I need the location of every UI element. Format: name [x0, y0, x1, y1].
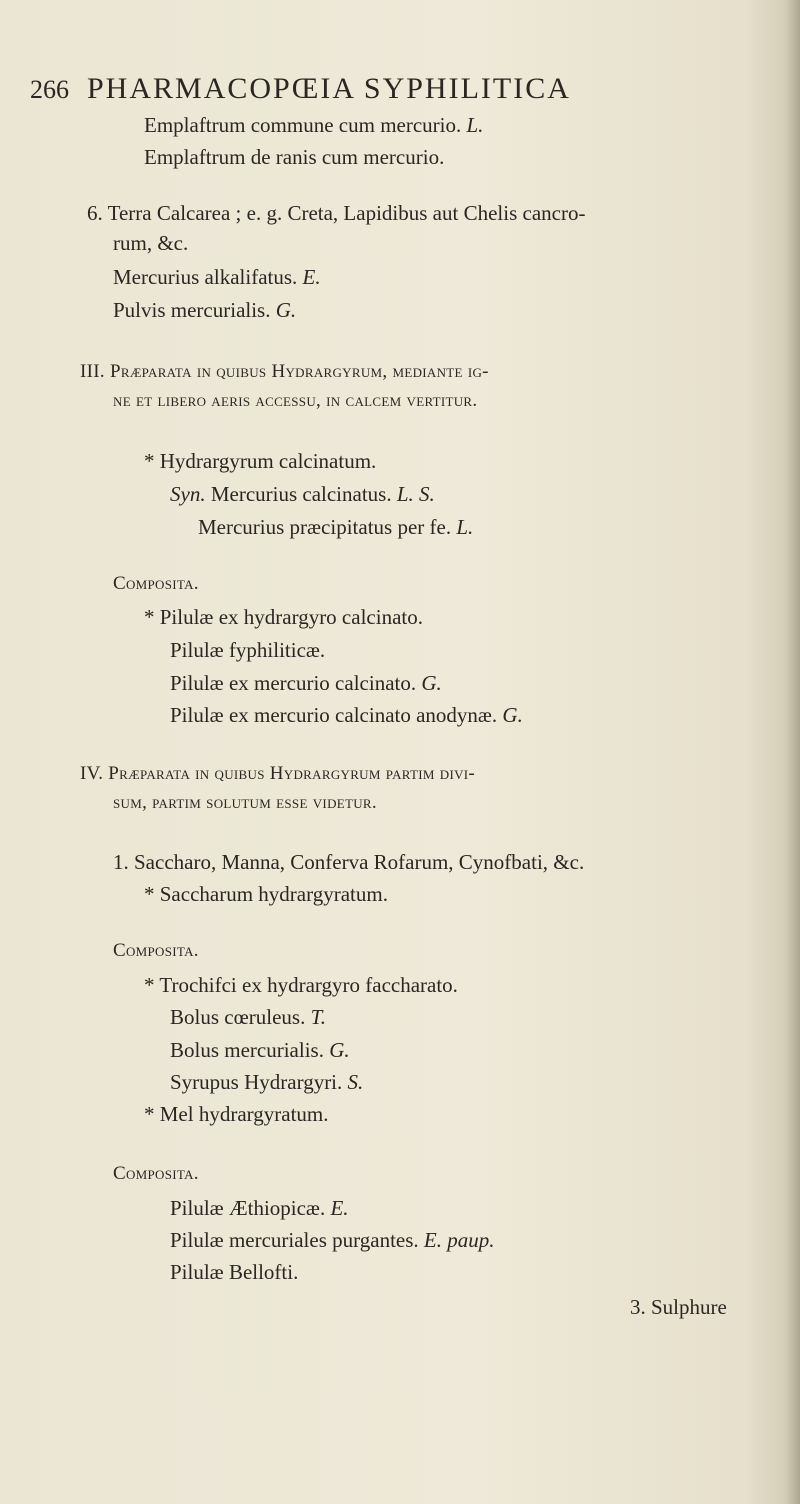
source-tag: E. paup.	[423, 1228, 495, 1252]
source-tag: L.	[456, 515, 474, 539]
entry-line: Bolus cœruleus. T.	[170, 1005, 326, 1029]
source-tag: G.	[421, 671, 442, 695]
source-tag: L. S.	[396, 482, 435, 506]
entry-line: Emplaftrum commune cum mercurio. L.	[144, 113, 484, 137]
source-tag: S.	[347, 1070, 364, 1094]
entry-line: 1. Saccharo, Manna, Conferva Rofarum, Cynofbati, &c.	[113, 850, 585, 874]
source-tag: T.	[310, 1005, 326, 1029]
syn-label: Syn.	[170, 482, 206, 506]
running-title: PHARMACOPŒIA SYPHILITICA	[87, 72, 571, 105]
entry-line: Pilulæ Bellofti.	[170, 1260, 299, 1284]
entry-line: Pulvis mercurialis. G.	[113, 298, 297, 322]
entry-line: * Pilulæ ex hydrargyro calcinato.	[144, 605, 423, 629]
entry-line: Bolus mercurialis. G.	[170, 1038, 350, 1062]
section-heading: sum, partim solutum esse videtur.	[113, 792, 377, 813]
source-tag: E.	[330, 1196, 349, 1220]
entry-line: Syn. Mercurius calcinatus. L. S.	[170, 482, 435, 506]
entry-line: Pilulæ ex mercurio calcinato. G.	[170, 671, 442, 695]
source-tag: G.	[275, 298, 297, 322]
entry-line: Pilulæ ex mercurio calcinato anodynæ. G.	[170, 703, 523, 727]
entry-line: * Mel hydrargyratum.	[144, 1102, 329, 1126]
catchword: 3. Sulphure	[630, 1295, 727, 1319]
composita-heading: Composita.	[113, 940, 199, 961]
entry-line: Mercurius præcipitatus per fe. L.	[198, 515, 474, 539]
source-tag: G.	[329, 1038, 350, 1062]
entry-line: Pilulæ fyphiliticæ.	[170, 638, 326, 662]
source-tag: G.	[502, 703, 523, 727]
entry-line: * Saccharum hydrargyratum.	[144, 882, 388, 906]
entry-line: Pilulæ Æthiopicæ. E.	[170, 1196, 349, 1220]
running-header	[30, 72, 571, 105]
entry-line: Syrupus Hydrargyri. S.	[170, 1070, 364, 1094]
composita-heading: Composita.	[113, 1163, 199, 1184]
source-tag: L.	[466, 113, 484, 137]
entry-line: 6. Terra Calcarea ; e. g. Creta, Lapidibus aut Chelis cancro-	[87, 201, 586, 225]
entry-line: rum, &c.	[113, 231, 189, 255]
section-heading: ne et libero aeris accessu, in calcem vertitur.	[113, 390, 478, 411]
entry-line: Pilulæ mercuriales purgantes. E. paup.	[170, 1228, 495, 1252]
source-tag: E.	[302, 265, 321, 289]
page-edge-shadow	[786, 0, 800, 1504]
section-heading: III. Præparata in quibus Hydrargyrum, mediante ig-	[80, 361, 489, 382]
section-heading: IV. Præparata in quibus Hydrargyrum partim divi-	[80, 763, 476, 784]
entry-line: Mercurius alkalifatus. E.	[113, 265, 321, 289]
page-number: 266	[30, 75, 69, 104]
entry-line: Emplaftrum de ranis cum mercurio.	[144, 145, 445, 169]
composita-heading: Composita.	[113, 573, 199, 594]
entry-line: * Trochifci ex hydrargyro faccharato.	[144, 973, 458, 997]
entry-line: * Hydrargyrum calcinatum.	[144, 449, 377, 473]
